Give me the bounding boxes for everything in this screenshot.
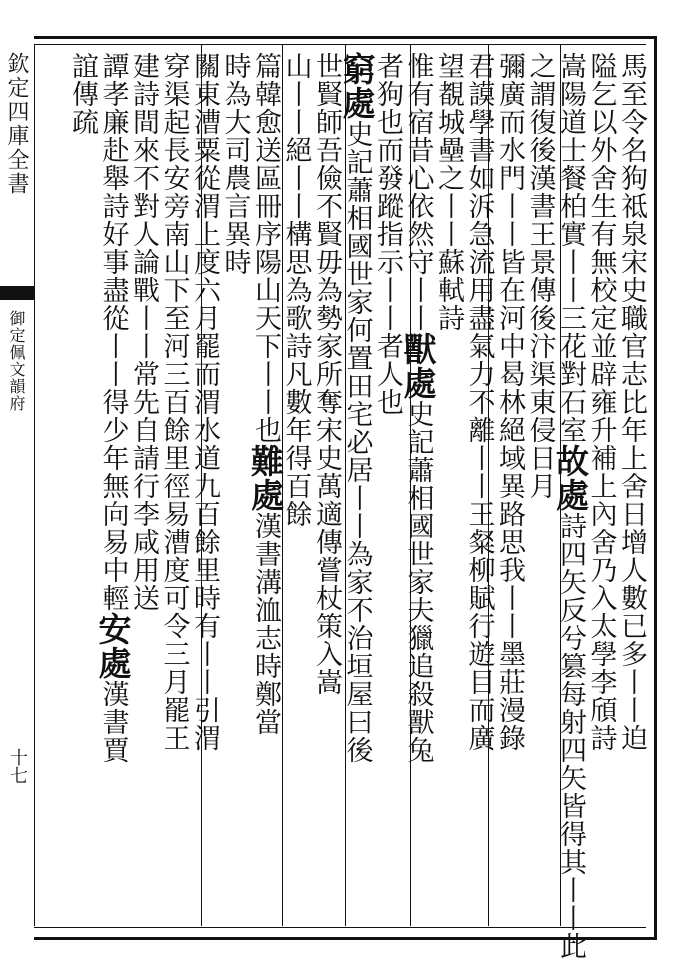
column-text: 彌廣而水門丨丨皆在河中曷林絕域異路思我丨丨墨莊漫錄 bbox=[494, 52, 525, 752]
headword: 故處 bbox=[551, 444, 590, 512]
page-number: 十七 bbox=[7, 748, 28, 784]
column-text: 世賢師吾儉不賢毋為勢家所奪宋史萬適傳嘗杖策入嵩 bbox=[311, 52, 342, 696]
column-text: 馬至令名狗祗泉宋史職官志比年上舍日增人數已多丨丨迫 bbox=[616, 52, 647, 752]
column-text: 關東漕粟從渭上度六月罷而渭水道九百餘里時有丨丨引渭 bbox=[189, 52, 220, 752]
column-text: 建詩間來不對人論戰丨丨常先自請行李咸用送 bbox=[128, 52, 159, 612]
headword: 窮處 bbox=[337, 52, 377, 120]
fishtail-mark bbox=[0, 286, 34, 300]
text-column bbox=[61, 52, 103, 136]
column-text: 嵩陽道士餐柏實丨丨三花對石室 bbox=[555, 52, 586, 444]
volume-title: 御定佩文韻府 bbox=[7, 310, 26, 412]
column-text: 史記蕭相國世家何置田宅必居丨丨為家不治垣屋曰後 bbox=[341, 120, 373, 764]
column-text: 時為大司農言異時 bbox=[219, 52, 251, 276]
book-title: 欽定四庫全書 bbox=[4, 52, 29, 196]
headword: 安處 bbox=[93, 612, 133, 680]
headword: 獸處 bbox=[398, 332, 438, 400]
column-text: 望覩城壘之丨丨蘇軾詩 bbox=[433, 52, 464, 332]
column-text: 者狗也而發蹤指示丨丨者人也 bbox=[372, 52, 403, 416]
column-text: 詩四矢反兮篡每射四矢皆得其丨丨此 bbox=[555, 512, 586, 960]
column-text: 君謨學書如泝急流用盡氣力不離丨丨王粲柳賦行遊目而廣 bbox=[463, 52, 495, 752]
column-text: 漢書溝洫志時鄭當 bbox=[250, 512, 281, 736]
column-text: 漢書賈 bbox=[97, 680, 129, 764]
column-text: 山丨丨絕丨丨構思為歌詩凡數年得百餘 bbox=[280, 52, 312, 528]
column-text: 篇韓愈送區冊序陽山天下丨丨也 bbox=[250, 52, 281, 444]
column-text: 隘乞以外舍生有無校定並辟雍升補上內舍乃入太學李頎詩 bbox=[585, 52, 617, 752]
column-text: 譚孝廉赴舉詩好事盡從丨丨得少年無向易中輕 bbox=[97, 52, 129, 612]
column-text: 穿渠起長安旁南山下至河三百餘里徑易漕度可令三月罷王 bbox=[158, 52, 190, 752]
column-text: 之謂復後漢書王景傳後汴渠東侵日月 bbox=[524, 52, 556, 500]
column-text: 史記蕭相國世家夫獵追殺獸兔 bbox=[402, 400, 434, 764]
column-text: 惟有宿昔心依然守丨丨 bbox=[402, 52, 434, 332]
column-text: 誼傳疏 bbox=[67, 52, 98, 136]
headword: 難處 bbox=[246, 444, 285, 512]
text-column bbox=[92, 52, 134, 764]
